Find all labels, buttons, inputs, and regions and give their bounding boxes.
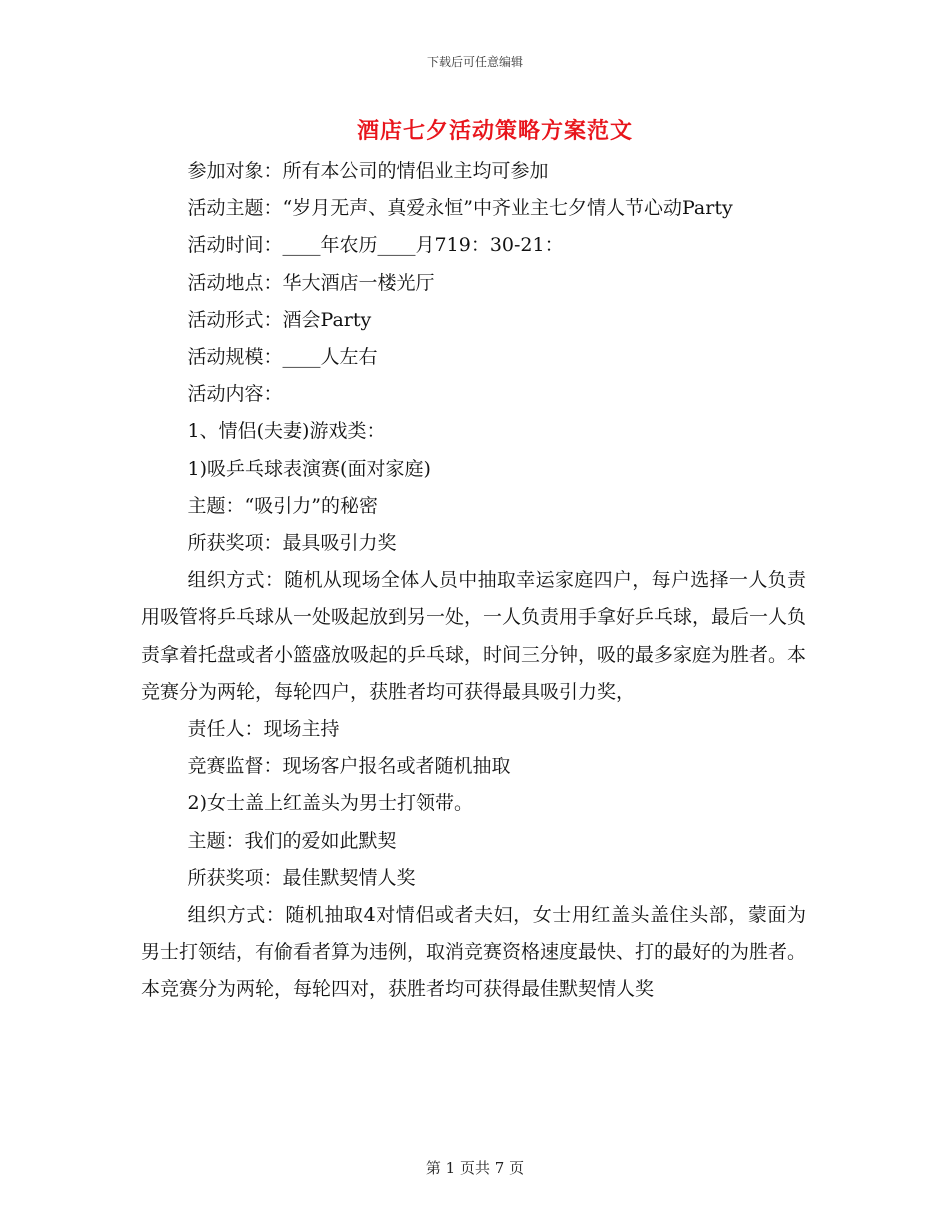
document-title: 酒店七夕活动策略方案范文: [356, 118, 633, 144]
paragraph: 竞赛监督：现场客户报名或者随机抽取: [187, 755, 511, 778]
paragraph: 主题：我们的爱如此默契: [187, 829, 397, 852]
paragraph: 参加对象：所有本公司的情侣业主均可参加: [187, 160, 549, 182]
paragraph: 活动时间：____年农历____月719：30-21：: [187, 234, 564, 257]
paragraph: 2)女士盖上红盖头为男士打领带。: [187, 792, 474, 815]
paragraph: 所获奖项：最佳默契情人奖: [187, 866, 416, 889]
paragraph: 活动形式：酒会Party: [187, 308, 372, 331]
page-number: 第 1 页共 7 页: [425, 1159, 525, 1177]
paragraph: 所获奖项：最具吸引力奖: [187, 532, 397, 555]
paragraph: 组织方式：随机抽取4对情侣或者夫妇，女士用红盖头盖住头部，蒙面为男士打领结，有偷看者算为违例，取消竞赛资格速度最快、打的最好的为胜者。本竞赛分为两轮，每轮四对，获胜者均可获得最佳默契情人奖: [141, 904, 807, 1001]
header-note: 下载后可任意编辑: [426, 55, 523, 69]
paragraph: 活动内容：: [187, 383, 283, 406]
paragraph: 1)吸乒乓球表演赛(面对家庭): [187, 457, 431, 480]
paragraph: 活动地点：华大酒店一楼光厅: [187, 271, 435, 294]
paragraph: 活动主题：“岁月无声、真爱永恒”中齐业主七夕情人节心动Party: [187, 197, 733, 220]
paragraph: 主题：“吸引力”的秘密: [187, 494, 378, 517]
paragraph: 活动规模：____人左右: [187, 346, 378, 369]
paragraph: 责任人：现场主持: [187, 718, 340, 741]
paragraph: 1、情侣(夫妻)游戏类：: [187, 420, 386, 443]
document-body: [141, 153, 806, 1009]
paragraph: 组织方式：随机从现场全体人员中抽取幸运家庭四户，每户选择一人负责用吸管将乒乓球从一处吸起放到另一处，一人负责用手拿好乒乓球，最后一人负责拿着托盘或者小篮盛放吸起的乒乓球，时间三分钟，吸的最多家庭为胜者。本竞赛分为两轮，每轮四户，获胜者均可获得最具吸引力奖，: [141, 569, 807, 703]
